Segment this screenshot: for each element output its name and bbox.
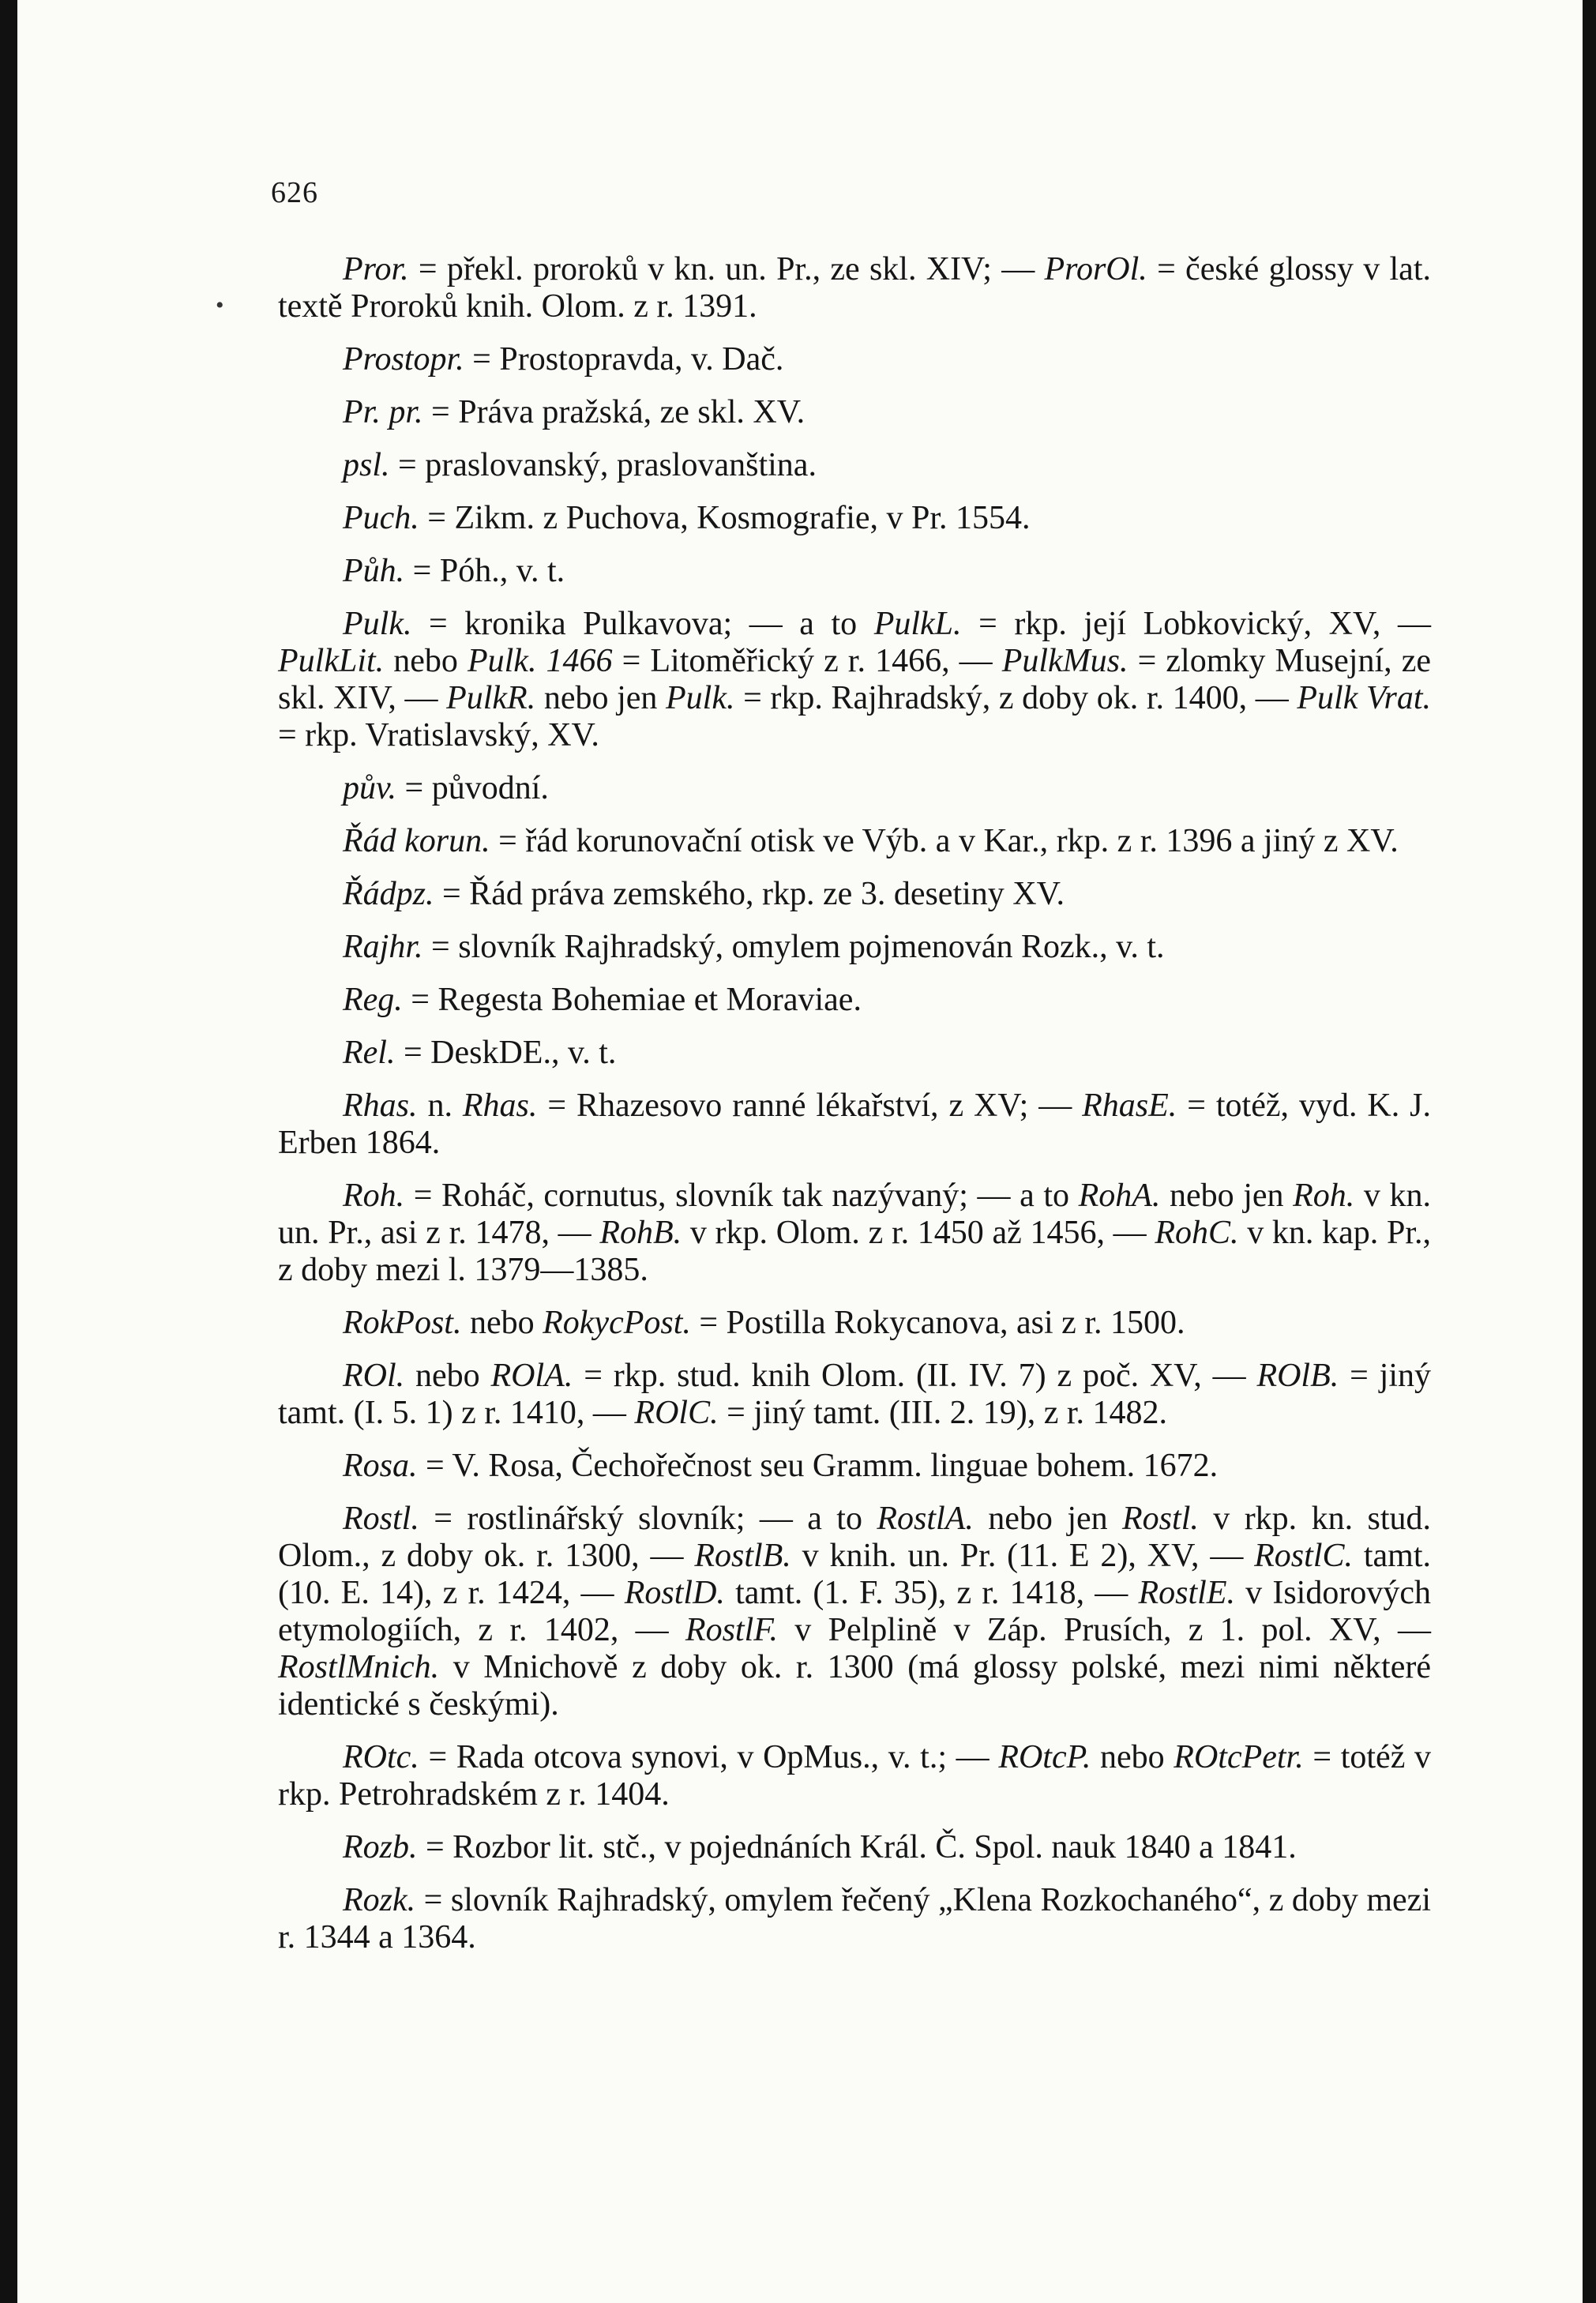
abbreviation: PulkL.: [873, 606, 962, 642]
definition-text: = kronika Pulkavova; — a to: [411, 606, 874, 642]
definition-text: v knih. un. Pr. (11. E 2), XV, —: [790, 1538, 1255, 1574]
abbreviation: RostlF.: [685, 1612, 779, 1648]
abbreviation: PulkR.: [446, 680, 536, 716]
abbreviation: RostlA.: [877, 1501, 974, 1537]
abbreviation: ROlC.: [634, 1395, 719, 1431]
abbreviation: RostlD.: [624, 1575, 725, 1611]
abbreviation: Rozk.: [343, 1882, 416, 1918]
definition-text: = Práva pražská, ze skl. XV.: [422, 394, 806, 430]
abbreviation: PulkMus.: [1001, 643, 1128, 679]
entry: [278, 1305, 1431, 1342]
abbreviation: Reg.: [343, 982, 403, 1018]
definition-text: = Zikm. z Puchova, Kosmografie, v Pr. 1554.: [419, 500, 1031, 536]
entry: [278, 1739, 1431, 1813]
entry: [278, 394, 1431, 431]
abbreviation: Pr. pr.: [343, 394, 423, 430]
entry: [278, 553, 1431, 590]
definition-text: = rkp. stud. knih Olom. (II. IV. 7) z poč. XV, —: [573, 1358, 1257, 1394]
abbreviation: ROlA.: [490, 1358, 573, 1394]
page-number: 626: [271, 176, 318, 209]
abbreviation: Rhas.: [343, 1088, 418, 1124]
definition-text: = rostlinářský slovník; — a to: [419, 1501, 877, 1537]
definition-text: = Rozbor lit. stč., v pojednáních Král. Č. Spol. nauk 1840 a 1841.: [417, 1829, 1297, 1865]
definition-text: = české glossy v lat. textě Proroků knih. Olom. z r. 1391.: [278, 251, 1431, 325]
abbreviation: Rel.: [343, 1035, 396, 1071]
abbreviation: RokycPost.: [543, 1305, 691, 1341]
definition-text: = jiný tamt. (I. 5. 1) z r. 1410, —: [278, 1358, 1431, 1431]
abbreviation: RohC.: [1155, 1215, 1239, 1251]
definition-text: = Rada otcova synovi, v OpMus., v. t.; —: [419, 1739, 999, 1775]
abbreviation: Půh.: [343, 553, 405, 589]
entry: [278, 982, 1431, 1019]
definition-text: = zlomky Musejní, ze skl. XIV, —: [278, 643, 1431, 716]
definition-text: = DeskDE., v. t.: [395, 1035, 617, 1071]
abbreviation-list: [278, 251, 1431, 1972]
definition-text: = Regesta Bohemiae et Moraviae.: [402, 982, 862, 1018]
definition-text: = slovník Rajhradský, omylem pojmenován Rozk., v. t.: [422, 929, 1165, 965]
abbreviation: pův.: [343, 770, 397, 806]
abbreviation: ROlB.: [1256, 1358, 1339, 1394]
definition-text: = řád korunovační otisk ve Výb. a v Kar., rkp. z r. 1396 a jiný z XV.: [490, 823, 1399, 859]
entry: [278, 770, 1431, 807]
abbreviation: RostlMnich.: [278, 1649, 440, 1685]
page: [17, 0, 1583, 2303]
entry: [278, 1501, 1431, 1723]
abbreviation: ROtc.: [343, 1739, 419, 1775]
abbreviation: RohB.: [599, 1215, 682, 1251]
definition-text: = Litoměřický z r. 1466, —: [612, 643, 1002, 679]
abbreviation: RokPost.: [343, 1305, 462, 1341]
definition-text: v kn. un. Pr., asi z r. 1478, —: [278, 1178, 1431, 1251]
definition-text: v rkp. kn. stud. Olom., z doby ok. r. 1300, —: [278, 1501, 1431, 1574]
definition-text: nebo: [1091, 1739, 1174, 1775]
abbreviation: RohA.: [1078, 1178, 1161, 1214]
abbreviation: PulkLit.: [278, 643, 385, 679]
definition-text: v Pelplině v Záp. Prusích, z 1. pol. XV, —: [778, 1612, 1431, 1648]
definition-text: n.: [417, 1088, 463, 1124]
abbreviation: Roh.: [1293, 1178, 1355, 1214]
entry: [278, 1088, 1431, 1162]
definition-text: = Prostopravda, v. Dač.: [464, 341, 784, 378]
definition-text: = překl. proroků v kn. un. Pr., ze skl. XIV; —: [408, 251, 1045, 287]
margin-mark: •: [216, 292, 224, 318]
abbreviation: Rhas.: [462, 1088, 538, 1124]
definition-text: v Mnichově z doby ok. r. 1300 (má glossy polské, mezi nimi některé identické s českými).: [278, 1649, 1431, 1723]
abbreviation: RostlB.: [694, 1538, 791, 1574]
entry: [278, 447, 1431, 484]
abbreviation: Pulk Vrat.: [1297, 680, 1432, 716]
abbreviation: Pror.: [343, 251, 409, 287]
definition-text: nebo: [404, 1358, 491, 1394]
definition-text: = Póh., v. t.: [404, 553, 565, 589]
entry: [278, 929, 1431, 966]
abbreviation: Prostopr.: [343, 341, 464, 378]
definition-text: = jiný tamt. (III. 2. 19), z r. 1482.: [718, 1395, 1168, 1431]
definition-text: v Isidorových etymologiích, z r. 1402, —: [278, 1575, 1431, 1648]
abbreviation: Řád korun.: [343, 823, 490, 859]
abbreviation: ROtcP.: [998, 1739, 1091, 1775]
entry: [278, 1178, 1431, 1289]
definition-text: = Roháč, cornutus, slovník tak nazývaný; — a to: [404, 1178, 1079, 1214]
entry: [278, 341, 1431, 378]
definition-text: nebo jen: [1160, 1178, 1294, 1214]
entry: [278, 1829, 1431, 1866]
definition-text: = rkp. Rajhradský, z doby ok. r. 1400, —: [734, 680, 1297, 716]
definition-text: = rkp. Vratislavský, XV.: [278, 717, 599, 753]
entry: [278, 251, 1431, 325]
abbreviation: RhasE.: [1082, 1088, 1177, 1124]
definition-text: nebo jen: [535, 680, 667, 716]
abbreviation: Rostl.: [1122, 1501, 1199, 1537]
definition-text: = rkp. její Lobkovický, XV, —: [961, 606, 1431, 642]
abbreviation: RostlC.: [1254, 1538, 1354, 1574]
definition-text: tamt. (10. E. 14), z r. 1424, —: [278, 1538, 1431, 1611]
abbreviation: Roh.: [343, 1178, 405, 1214]
entry: [278, 1358, 1431, 1432]
definition-text: = původní.: [396, 770, 549, 806]
abbreviation: Puch.: [343, 500, 419, 536]
definition-text: = praslovanský, praslovanština.: [389, 447, 817, 483]
definition-text: = V. Rosa, Čechořečnost seu Gramm. linguae bohem. 1672.: [417, 1448, 1219, 1484]
abbreviation: Rajhr.: [343, 929, 423, 965]
abbreviation: Rozb.: [343, 1829, 418, 1865]
definition-text: = slovník Rajhradský, omylem řečený „Klena Rozkochaného“, z doby mezi r. 1344 a 1364.: [278, 1882, 1431, 1955]
definition-text: tamt. (1. F. 35), z r. 1418, —: [724, 1575, 1139, 1611]
definition-text: nebo: [461, 1305, 543, 1341]
abbreviation: Rosa.: [343, 1448, 418, 1484]
abbreviation: Rostl.: [343, 1501, 419, 1537]
entry: [278, 1882, 1431, 1956]
definition-text: = Postilla Rokycanova, asi z r. 1500.: [690, 1305, 1185, 1341]
abbreviation: Pulk.: [343, 606, 412, 642]
entry: [278, 876, 1431, 913]
abbreviation: Pulk.: [666, 680, 735, 716]
abbreviation: RostlE.: [1138, 1575, 1235, 1611]
abbreviation: psl.: [343, 447, 390, 483]
entry: [278, 500, 1431, 537]
abbreviation: ProrOl.: [1044, 251, 1147, 287]
entry: [278, 1448, 1431, 1485]
definition-text: = totéž v rkp. Petrohradském z r. 1404.: [278, 1739, 1431, 1813]
definition-text: = totéž, vyd. K. J. Erben 1864.: [278, 1088, 1432, 1161]
definition-text: = Rhazesovo ranné lékařství, z XV; —: [537, 1088, 1083, 1124]
abbreviation: ROl.: [343, 1358, 405, 1394]
entry: [278, 606, 1431, 754]
definition-text: nebo jen: [973, 1501, 1123, 1537]
entry: [278, 823, 1431, 860]
abbreviation: Řádpz.: [343, 876, 434, 912]
definition-text: v rkp. Olom. z r. 1450 až 1456, —: [682, 1215, 1155, 1251]
definition-text: = Řád práva zemského, rkp. ze 3. desetiny XV.: [434, 876, 1065, 912]
definition-text: nebo: [384, 643, 468, 679]
entry: [278, 1035, 1431, 1072]
abbreviation: ROtcPetr.: [1174, 1739, 1304, 1775]
definition-text: v kn. kap. Pr., z doby mezi l. 1379—1385.: [278, 1215, 1431, 1288]
abbreviation: Pulk. 1466: [467, 643, 613, 679]
